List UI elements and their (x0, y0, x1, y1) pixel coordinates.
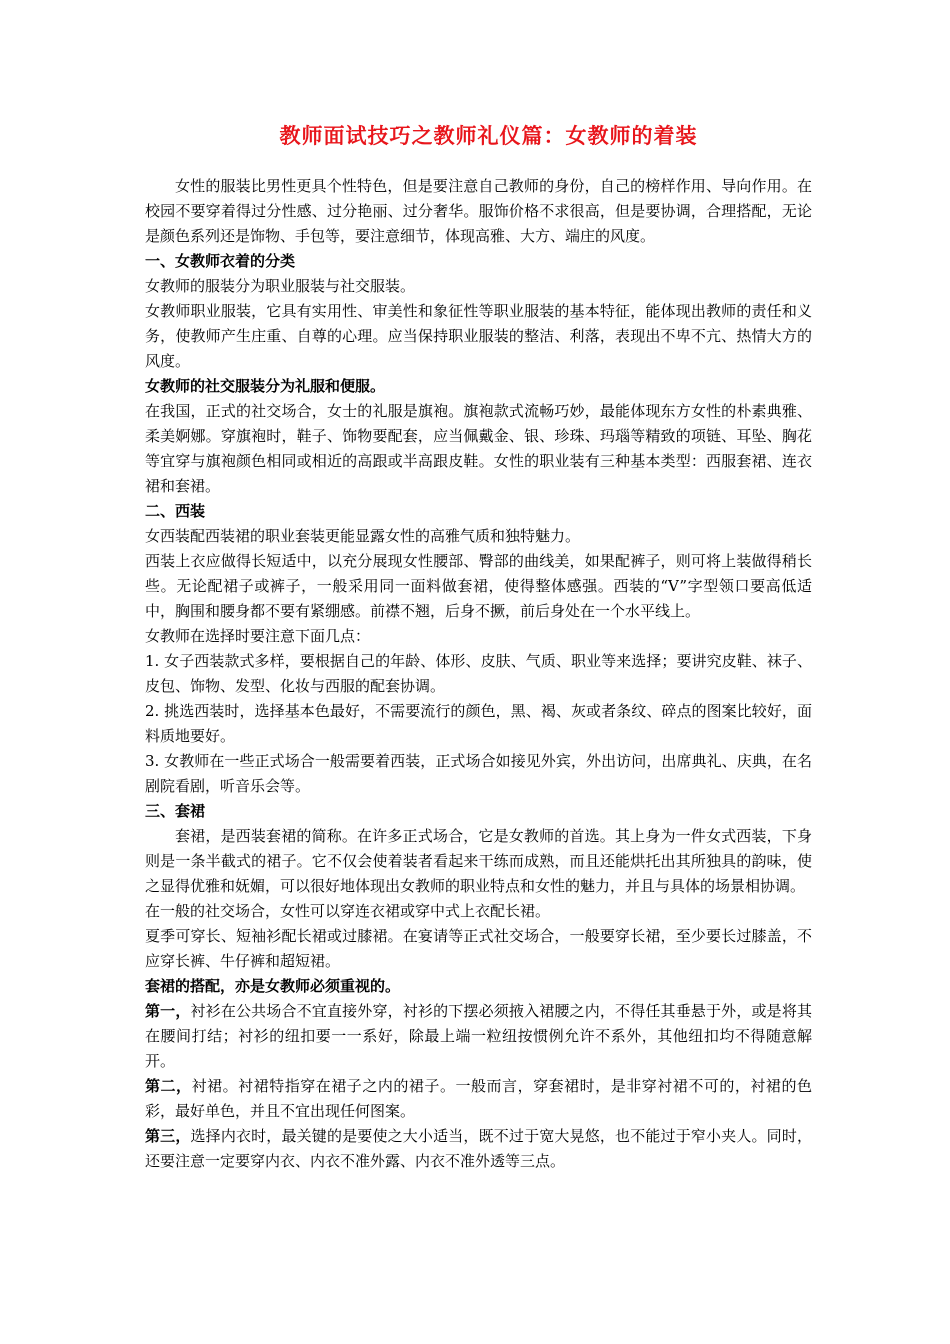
section-1-paragraph-3: 在我国，正式的社交场合，女士的礼服是旗袍。旗袍款式流畅巧妙，最能体现东方女性的朴素典雅、柔美婀娜。穿旗袍时，鞋子、饰物要配套，应当佩戴金、银、珍珠、玛瑙等精致的项链、耳坠、胸花等宜穿与旗袍颜色相同或相近的高跟或半高跟皮鞋。女性的职业装有三种基本类型：西服套裙、连衣裙和套裙。 (145, 402, 812, 495)
document-title: 教师面试技巧之教师礼仪篇：女教师的着装 (279, 123, 698, 148)
section-1-paragraph-2: 女教师职业服装，它具有实用性、审美性和象征性等职业服装的基本特征，能体现出教师的责任和义务，使教师产生庄重、自尊的心理。应当保持职业服装的整洁、利落，表现出不卑不亢、热情大方的风度。 (145, 302, 812, 370)
document-body (145, 174, 812, 1174)
point-text: 衬裙。衬裙特指穿在裙子之内的裙子。一般而言，穿套裙时，是非穿衬裙不可的，衬裙的色彩，最好单色，并且不宜出现任何图案。 (145, 1077, 812, 1120)
list-item: 3. 女教师在一些正式场合一般需要着西装，正式场合如接见外宾，外出访问，出席典礼、庆典，在名剧院看剧，听音乐会等。 (145, 752, 812, 795)
section-1-paragraph-1: 女教师的服装分为职业服装与社交服装。 (145, 277, 416, 295)
list-item (145, 1074, 812, 1124)
list-item (145, 1124, 812, 1174)
section-2-paragraph-2: 西装上衣应做得长短适中，以充分展现女性腰部、臀部的曲线美，如果配裤子，则可将上装做得稍长些。无论配裙子或裤子，一般采用同一面料做套裙，使得整体感强。西装的“V”字型领口要高低适中，胸围和腰身都不要有紧绷感。前襟不翘，后身不撅，前后身处在一个水平线上。 (145, 552, 812, 620)
section-2-heading: 二、西装 (145, 502, 206, 520)
point-text: 衬衫在公共场合不宜直接外穿，衬衫的下摆必须掖入裙腰之内，不得任其垂悬于外，或是将其在腰间打结；衬衫的纽扣要一一系好，除最上端一粒纽按惯例允许不系外，其他纽扣均不得随意解开。 (145, 1002, 812, 1070)
point-lead: 第二， (145, 1077, 192, 1095)
section-3-heading: 三、套裙 (145, 802, 206, 820)
section-1-heading: 一、女教师衣着的分类 (145, 252, 296, 270)
section-3-subheading: 套裙的搭配，亦是女教师必须重视的。 (145, 977, 401, 995)
section-3-paragraph-1: 套裙，是西装套裙的简称。在许多正式场合，它是女教师的首选。其上身为一件女式西装，下身则是一条半截式的裙子。它不仅会使着装者看起来干练而成熟，而且还能烘托出其所独具的韵味，使之显得优雅和妩媚，可以很好地体现出女教师的职业特点和女性的魅力，并且与具体的场景相协调。 (145, 827, 812, 895)
point-text: 选择内衣时，最关键的是要使之大小适当，既不过于宽大晃悠，也不能过于窄小夹人。同时，还要注意一定要穿内衣、内衣不准外露、内衣不准外透等三点。 (145, 1127, 812, 1170)
list-item (145, 999, 812, 1074)
section-3-paragraph-2: 在一般的社交场合，女性可以穿连衣裙或穿中式上衣配长裙。 (145, 902, 551, 920)
list-item: 1. 女子西装款式多样，要根据自己的年龄、体形、皮肤、气质、职业等来选择；要讲究皮鞋、袜子、皮包、饰物、发型、化妆与西服的配套协调。 (145, 652, 812, 695)
section-2-paragraph-3: 女教师在选择时要注意下面几点： (145, 627, 371, 645)
list-item: 2. 挑选西装时，选择基本色最好，不需要流行的颜色，黑、褐、灰或者条纹、碎点的图案比较好，面料质地要好。 (145, 702, 812, 745)
point-lead: 第一， (145, 1002, 191, 1020)
point-lead: 第三， (145, 1127, 191, 1145)
section-2-paragraph-1: 女西装配西装裙的职业套装更能显露女性的高雅气质和独特魅力。 (145, 527, 581, 545)
intro-paragraph: 女性的服装比男性更具个性特色，但是要注意自己教师的身份，自己的榜样作用、导向作用。在校园不要穿着得过分性感、过分艳丽、过分奢华。服饰价格不求很高，但是要协调，合理搭配，无论是颜色系列还是饰物、手包等，要注意细节，体现高雅、大方、端庄的风度。 (145, 177, 812, 245)
section-1-subheading: 女教师的社交服装分为礼服和便服。 (145, 377, 386, 395)
section-3-paragraph-3: 夏季可穿长、短袖衫配长裙或过膝裙。在宴请等正式社交场合，一般要穿长裙，至少要长过膝盖，不应穿长裤、牛仔裤和超短裙。 (145, 927, 812, 970)
